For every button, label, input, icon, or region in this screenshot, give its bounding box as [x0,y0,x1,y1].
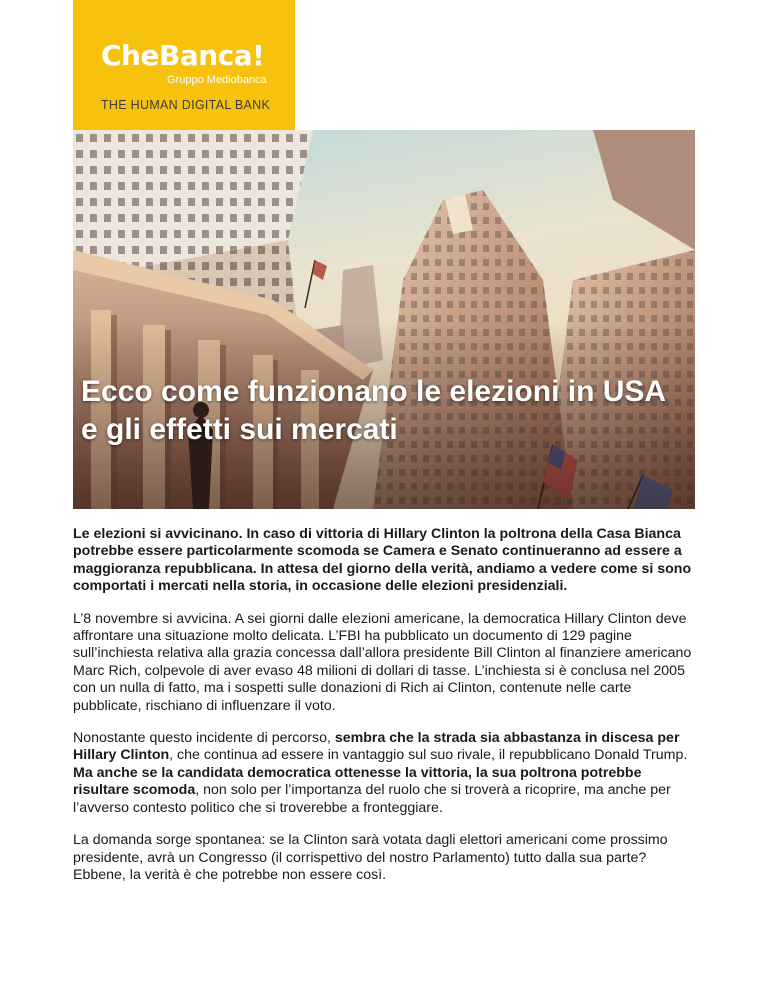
hero-title: Ecco come funzionano le elezioni in USA e gli effetti sui mercati [81,375,665,446]
article-emphasis: sembra che la strada sia abbastanza in discesa per Hillary Clinton [73,730,680,764]
article-body [73,526,698,899]
article-emphasis: Ma anche se la candidata democratica ottenesse la vittoria, la sua poltrona potrebbe risultare scomoda [73,764,642,799]
brand-tagline: THE HUMAN DIGITAL BANK [101,98,271,112]
brand-group: Gruppo Mediobanca [167,74,267,86]
article-lead: Le elezioni si avvicinano. In caso di vittoria di Hillary Clinton la poltrona della Casa Bianca potrebbe essere particolarmente scomoda se Camera e Senato continueranno ad essere a maggioranza repubblicana. In attesa del giorno della verità, andiamo a vedere come si sono comportati i mercati nella storia, in occasione delle elezioni presidenziali. [73,526,692,595]
brand-logo: CheBanca! [101,39,265,72]
article-text: , che continua ad essere in vantaggio sul suo rivale, il repubblicano Donald Trump. [169,747,688,764]
article-paragraph-3: La domanda sorge spontanea: se la Clinton sarà votata dagli elettori americani come prossimo presidente, avrà un Congresso (il corrispettivo del nostro Parlamento) tutto dalla sua parte? Ebbene, la verità è che potrebbe non essere così. [73,832,668,883]
article-paragraph-1: L’8 novembre si avvicina. A sei giorni dalle elezioni americane, la democratica Hillary Clinton deve affrontare una situazione molto delicata. L’FBI ha pubblicato un documento di 129 pagine sull’inchiesta relativa alla grazia concessa dall’allora presidente Bill Clinton al finanziere americano Marc Rich, colpevole di aver evaso 48 milioni di dollari di tasse. L’inchiesta si è conclusa nel 2005 con un nulla di fatto, ma i sospetti sulle donazioni di Rich ai Clinton, contenute nelle carte pubblicate, rischiano di influenzare il voto. [73,610,692,714]
article-text: , non solo per l’importanza del ruolo che si troverà a ricoprire, ma anche per l’avverso contesto politico che si troverebbe a fronteggiare. [73,782,671,816]
hero-image [73,130,695,509]
article-paragraph-2 [73,730,698,817]
article-text: Nonostante questo incidente di percorso, [73,730,335,747]
hero-banner [73,130,695,509]
brand-logo-block [73,0,295,130]
